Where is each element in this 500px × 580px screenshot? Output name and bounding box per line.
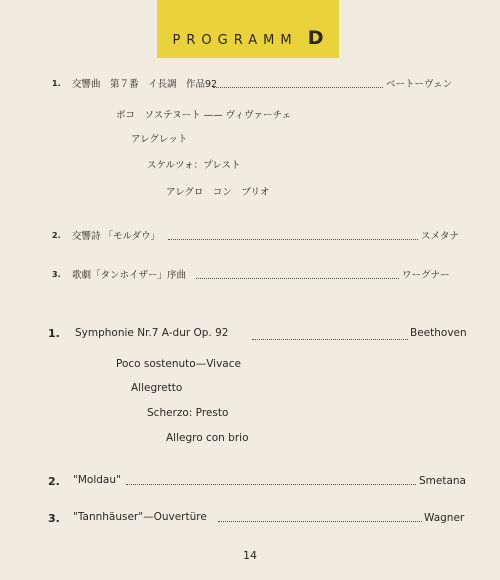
jp-movement-1: ポコ ソステヌート —— ヴィヴァーチェ: [116, 110, 292, 121]
jp-item-2-number: 2.: [52, 231, 61, 240]
jp-movement-2: アレグレット: [131, 134, 188, 145]
de-movement-1: Poco sostenuto—Vivace: [116, 358, 241, 370]
de-item-1-leader: [252, 339, 408, 340]
de-item-2-title: "Moldau": [73, 474, 121, 486]
de-item-2-number: 2.: [48, 475, 60, 488]
program-header: [157, 0, 339, 58]
jp-movement-4: アレグロ コン ブリオ: [166, 187, 270, 198]
jp-item-1-leader: [213, 87, 383, 88]
de-item-1-composer: Beethoven: [410, 327, 467, 339]
de-item-1-title: Symphonie Nr.7 A-dur Op. 92: [75, 327, 229, 339]
de-movement-2: Allegretto: [131, 382, 183, 394]
jp-item-3-composer: ワーグナー: [402, 270, 450, 281]
de-item-3-title: "Tannhäuser"—Ouvertüre: [73, 511, 207, 523]
de-movement-4: Allegro con brio: [166, 432, 249, 444]
de-item-3-composer: Wagner: [424, 512, 465, 524]
page-number: 14: [243, 549, 257, 562]
de-item-2-composer: Smetana: [419, 475, 466, 487]
program-title-letter: D: [307, 27, 324, 49]
jp-item-2-composer: スメタナ: [421, 231, 460, 242]
de-item-1-number: 1.: [48, 327, 60, 340]
jp-item-3-number: 3.: [52, 270, 61, 279]
jp-item-3-title: 歌劇「タンホイザー」序曲: [72, 270, 187, 281]
de-item-3-leader: [218, 521, 422, 522]
jp-item-2-leader: [168, 239, 418, 240]
jp-item-1-number: 1.: [52, 79, 61, 88]
jp-item-3-leader: [196, 278, 399, 279]
de-movement-3: Scherzo: Presto: [147, 407, 229, 419]
program-title: [157, 27, 339, 49]
de-item-2-leader: [126, 484, 416, 485]
jp-item-2-title: 交響詩 「モルダウ」: [72, 231, 161, 242]
de-item-3-number: 3.: [48, 512, 60, 525]
jp-item-1-title: 交響曲 第７番 イ長調 作品92: [72, 79, 218, 90]
jp-movement-3: スケルツォ：プレスト: [147, 160, 241, 171]
jp-item-1-composer: ベートーヴェン: [386, 79, 453, 90]
program-title-prefix: PROGRAMM: [172, 33, 298, 48]
